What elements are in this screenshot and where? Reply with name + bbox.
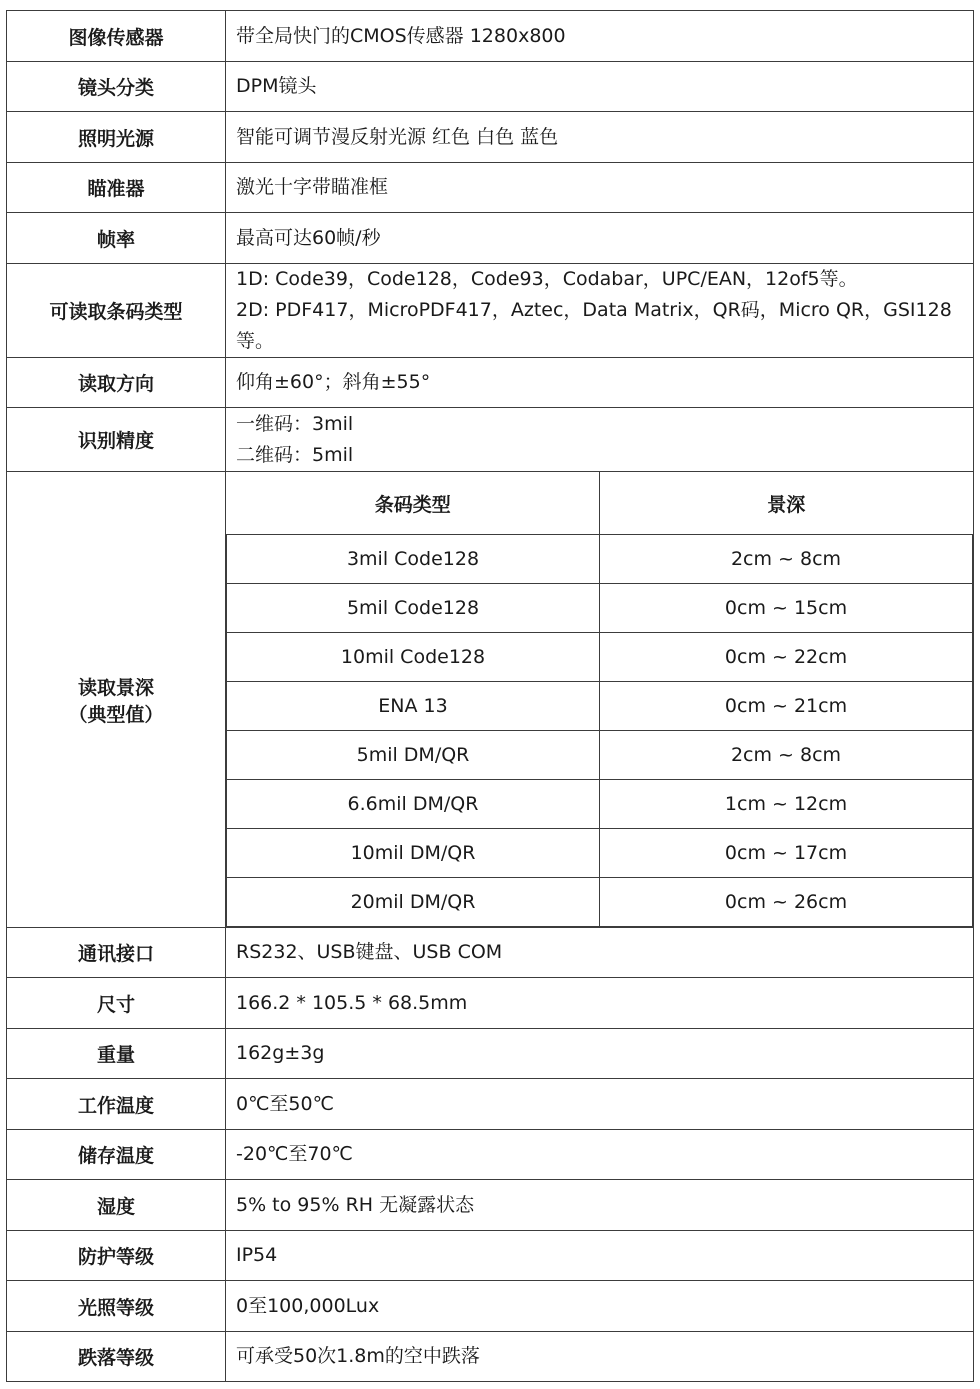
row-value: -20℃至70℃ [226, 1130, 974, 1180]
row-label: 湿度 [7, 1180, 226, 1231]
symbology-line: 2D: PDF417，MicroPDF417，Aztec，Data Matrix，QR码，Micro QR，GSI128 [236, 299, 952, 321]
row-value: 166.2 * 105.5 * 68.5mm [226, 978, 974, 1029]
depth-type: 10mil Code128 [227, 633, 600, 682]
spec-row-drop [7, 1332, 974, 1382]
depth-header-row [227, 472, 973, 535]
row-value: RS232、USB键盘、USB COM [226, 928, 974, 978]
row-label: 照明光源 [7, 112, 226, 163]
depth-row [227, 829, 973, 878]
depth-type: 20mil DM/QR [227, 877, 600, 926]
depth-row [227, 633, 973, 682]
depth-range: 0cm ~ 21cm [600, 682, 973, 731]
depth-type: 10mil DM/QR [227, 829, 600, 878]
depth-header-range: 景深 [600, 472, 973, 535]
spec-row-protection [7, 1231, 974, 1281]
spec-row-aimer [7, 163, 974, 213]
spec-row-resolution [7, 408, 974, 472]
row-value: DPM镜头 [226, 62, 974, 112]
row-label: 储存温度 [7, 1130, 226, 1180]
depth-cell [226, 472, 974, 928]
row-label: 镜头分类 [7, 62, 226, 112]
spec-row-symbologies [7, 264, 974, 358]
row-label: 防护等级 [7, 1231, 226, 1281]
depth-label-line: 读取景深 [77, 676, 154, 699]
row-value: 智能可调节漫反射光源 红色 白色 蓝色 [226, 112, 974, 163]
row-label: 重量 [7, 1029, 226, 1079]
row-label [7, 472, 226, 928]
spec-row-read-angle [7, 358, 974, 408]
depth-row [227, 877, 973, 926]
spec-row-illumination [7, 112, 974, 163]
depth-row [227, 731, 973, 780]
row-label: 可读取条码类型 [7, 264, 226, 358]
depth-table [226, 472, 973, 927]
depth-row [227, 682, 973, 731]
depth-type: 3mil Code128 [227, 535, 600, 584]
spec-row-weight [7, 1029, 974, 1079]
row-label: 尺寸 [7, 978, 226, 1029]
depth-row [227, 535, 973, 584]
depth-range: 0cm ~ 17cm [600, 829, 973, 878]
depth-type: 5mil Code128 [227, 584, 600, 633]
symbology-line: 1D: Code39，Code128，Code93，Codabar，UPC/EAN，12of5等。 [236, 268, 858, 290]
depth-range: 2cm ~ 8cm [600, 535, 973, 584]
depth-row [227, 584, 973, 633]
depth-row [227, 780, 973, 829]
depth-type: 6.6mil DM/QR [227, 780, 600, 829]
spec-table [6, 10, 974, 1382]
row-label: 读取方向 [7, 358, 226, 408]
row-value: 仰角±60°；斜角±55° [226, 358, 974, 408]
row-value: 最高可达60帧/秒 [226, 213, 974, 264]
spec-row-lens-type [7, 62, 974, 112]
resolution-line: 一维码：3mil [236, 412, 354, 435]
spec-row-frame-rate [7, 213, 974, 264]
spec-row-dimensions [7, 978, 974, 1029]
resolution-line: 二维码：5mil [236, 443, 354, 466]
depth-range: 0cm ~ 15cm [600, 584, 973, 633]
row-label: 工作温度 [7, 1079, 226, 1130]
row-label: 帧率 [7, 213, 226, 264]
depth-header-type: 条码类型 [227, 472, 600, 535]
row-label: 光照等级 [7, 1281, 226, 1332]
row-value: 0℃至50℃ [226, 1079, 974, 1130]
row-label: 瞄准器 [7, 163, 226, 213]
row-value: 0至100,000Lux [226, 1281, 974, 1332]
row-value: IP54 [226, 1231, 974, 1281]
row-label: 通讯接口 [7, 928, 226, 978]
spec-row-depth-of-field [7, 472, 974, 928]
row-value: 带全局快门的CMOS传感器 1280x800 [226, 11, 974, 62]
spec-row-storage-temp [7, 1130, 974, 1180]
depth-range: 1cm ~ 12cm [600, 780, 973, 829]
depth-range: 0cm ~ 26cm [600, 877, 973, 926]
row-value [226, 408, 974, 472]
row-value: 激光十字带瞄准框 [226, 163, 974, 213]
row-value: 可承受50次1.8m的空中跌落 [226, 1332, 974, 1382]
depth-range: 0cm ~ 22cm [600, 633, 973, 682]
spec-row-interface [7, 928, 974, 978]
row-label: 跌落等级 [7, 1332, 226, 1382]
row-label: 识别精度 [7, 408, 226, 472]
depth-type: 5mil DM/QR [227, 731, 600, 780]
depth-type: ENA 13 [227, 682, 600, 731]
spec-row-ambient-light [7, 1281, 974, 1332]
row-value: 5% to 95% RH 无凝露状态 [226, 1180, 974, 1231]
spec-row-image-sensor [7, 11, 974, 62]
spec-row-operating-temp [7, 1079, 974, 1130]
row-label: 图像传感器 [7, 11, 226, 62]
depth-range: 2cm ~ 8cm [600, 731, 973, 780]
spec-row-humidity [7, 1180, 974, 1231]
row-value [226, 264, 974, 358]
symbology-line: 等。 [236, 330, 275, 352]
depth-label-line: （典型值） [68, 703, 164, 726]
row-value: 162g±3g [226, 1029, 974, 1079]
